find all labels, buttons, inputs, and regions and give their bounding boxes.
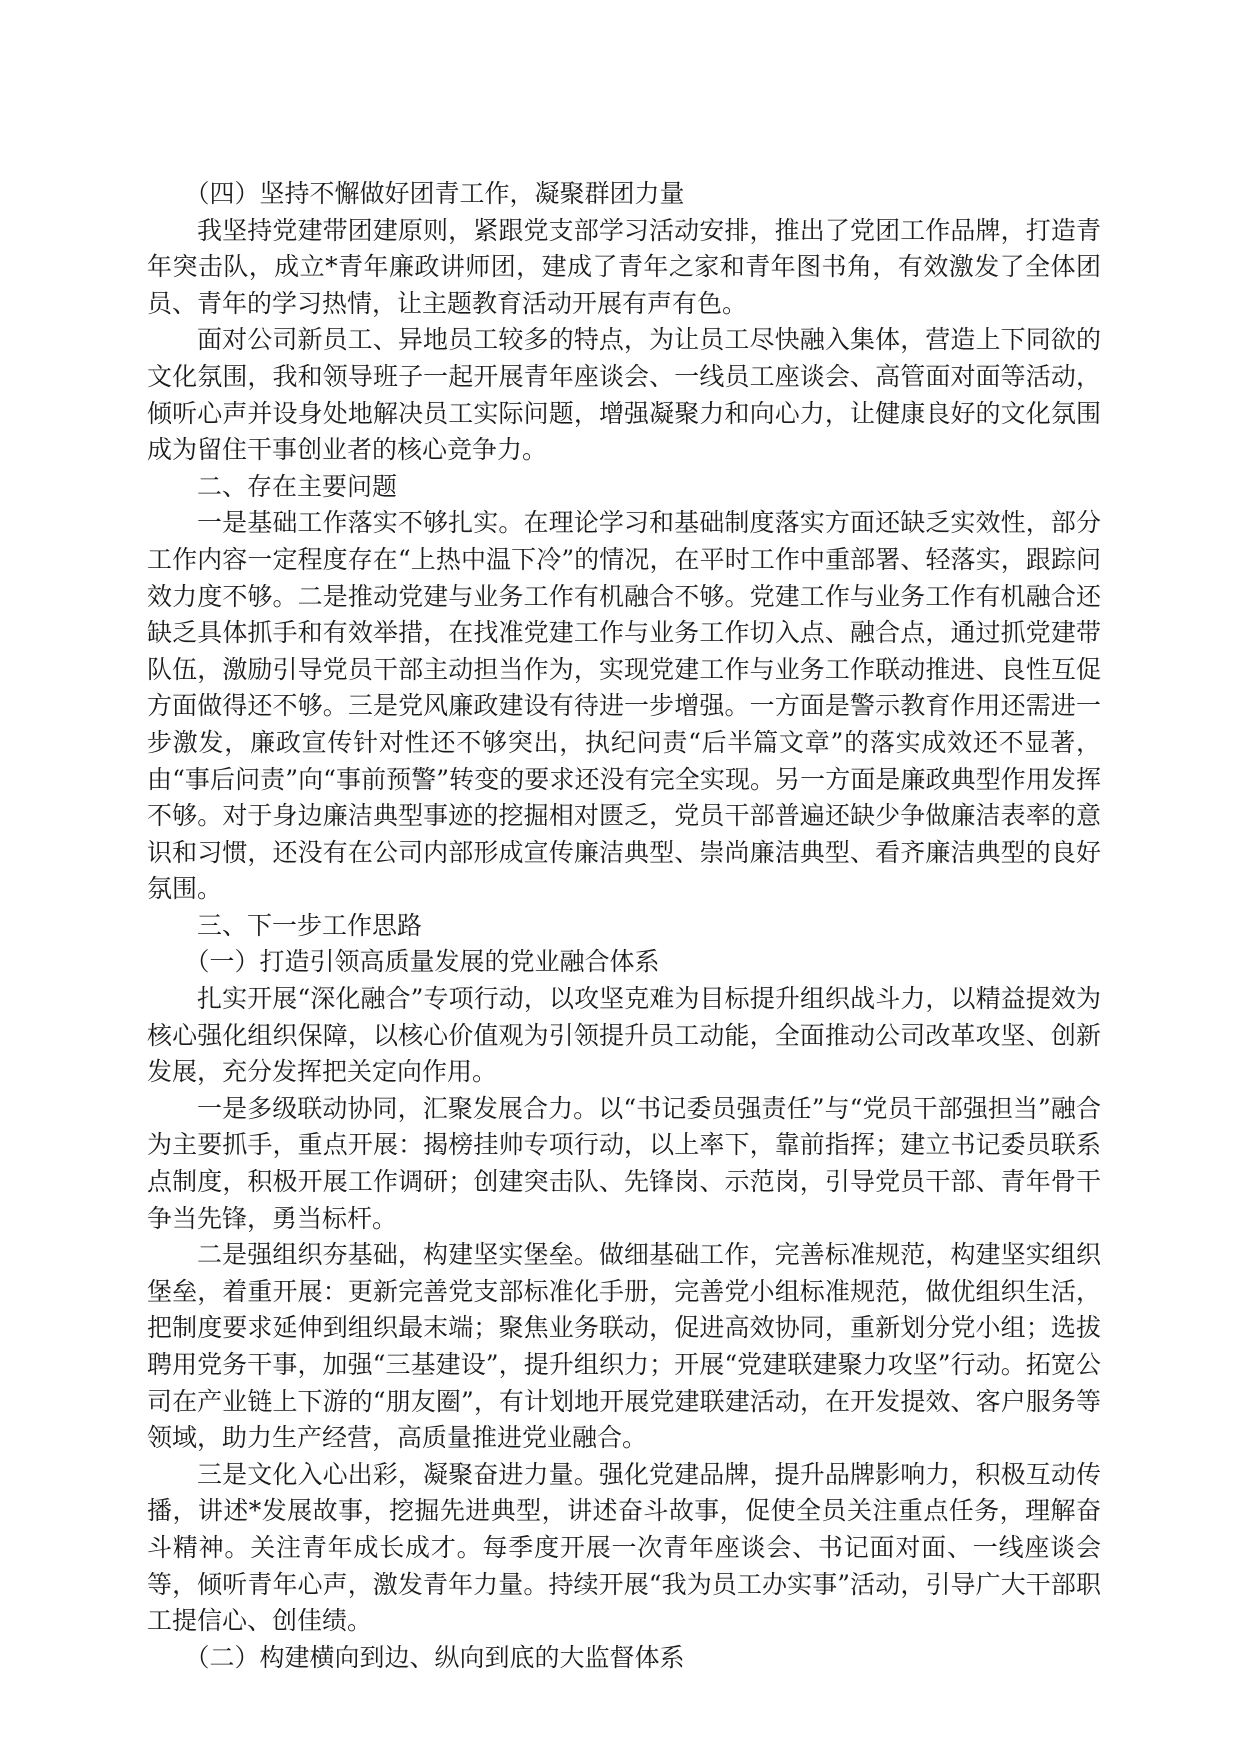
paragraph-new-employees-culture: 面对公司新员工、异地员工较多的特点，为让员工尽快融入集体，营造上下同欲的文化氛围，我和领导班子一起开展青年座谈会、一线员工座谈会、高管面对面等活动，倾听心声并设身处地解决员工实际问题，增强凝聚力和向心力，让健康良好的文化氛围成为留住干事创业者的核心竞争力。: [147, 325, 1101, 465]
section-subheading-youth-work: （四）坚持不懈做好团青工作，凝聚群团力量: [184, 179, 685, 208]
paragraph-culture-engagement: 三是文化入心出彩，凝聚奋进力量。强化党建品牌，提升品牌影响力，积极互动传播，讲述*发展故事，挖掘先进典型，讲述奋斗故事，促使全员关注重点任务，理解奋斗精神。关注青年成长成才。每季度开展一次青年座谈会、书记面对面、一线座谈会等，倾听青年心声，激发青年力量。持续开展“我为员工办实事”活动，引导广大干部职工提信心、创佳绩。: [147, 1459, 1101, 1636]
section-heading-main-problems: 二、存在主要问题: [197, 471, 398, 501]
section-subheading-supervision-system: （二）构建横向到边、纵向到底的大监督体系: [184, 1642, 685, 1672]
paragraph-deepen-integration: 扎实开展“深化融合”专项行动，以攻坚克难为目标提升组织战斗力，以精益提效为核心强化组织保障，以核心价值观为引领提升员工动能，全面推动公司改革攻坚、创新发展，充分发挥把关定向作用。: [147, 984, 1101, 1087]
paragraph-strengthen-organization: 二是强组织夯基础，构建坚实堡垒。做细基础工作，完善标准规范，构建坚实组织堡垒，着重开展：更新完善党支部标准化手册，完善党小组标准规范，做优组织生活，把制度要求延伸到组织最末端；聚焦业务联动，促进高效协同，重新划分党小组；选拔聘用党务干事，加强“三基建设”，提升组织力；开展“党建联建聚力攻坚”行动。拓宽公司在产业链上下游的“朋友圈”，有计划地开展党建联建活动，在开发提效、客户服务等领域，助力生产经营，高质量推进党业融合。: [147, 1240, 1101, 1453]
section-heading-next-steps: 三、下一步工作思路: [197, 910, 423, 940]
section-subheading-integration-system: （一）打造引领高质量发展的党业融合体系: [184, 947, 660, 977]
document-body: [147, 176, 1101, 1676]
paragraph-party-league-building: 我坚持党建带团建原则，紧跟党支部学习活动安排，推出了党团工作品牌，打造青年突击队，成立*青年廉政讲师团，建成了青年之家和青年图书角，有效激发了全体团员、青年的学习热情，让主题教育活动开展有声有色。: [147, 215, 1101, 318]
paragraph-multilevel-coordination: 一是多级联动协同，汇聚发展合力。以“书记委员强责任”与“党员干部强担当”融合为主要抓手，重点开展：揭榜挂帅专项行动，以上率下，靠前指挥；建立书记委员联系点制度，积极开展工作调研；创建突击队、先锋岗、示范岗，引导党员干部、青年骨干争当先锋，勇当标杆。: [147, 1093, 1101, 1233]
paragraph-problems-detail: 一是基础工作落实不够扎实。在理论学习和基础制度落实方面还缺乏实效性，部分工作内容一定程度存在“上热中温下冷”的情况，在平时工作中重部署、轻落实，跟踪问效力度不够。二是推动党建与业务工作有机融合不够。党建工作与业务工作有机融合还缺乏具体抓手和有效举措，在找准党建工作与业务工作切入点、融合点，通过抓党建带队伍，激励引导党员干部主动担当作为，实现党建工作与业务工作联动推进、良性互促方面做得还不够。三是党风廉政建设有待进一步增强。一方面是警示教育作用还需进一步激发，廉政宣传针对性还不够突出，执纪问责“后半篇文章”的落实成效还不显著，由“事后问责”向“事前预警”转变的要求还没有完全实现。另一方面是廉政典型作用发挥不够。对于身边廉洁典型事迹的挖掘相对匮乏，党员干部普遍还缺少争做廉洁表率的意识和习惯，还没有在公司内部形成宣传廉洁典型、崇尚廉洁典型、看齐廉洁典型的良好氛围。: [147, 508, 1101, 904]
